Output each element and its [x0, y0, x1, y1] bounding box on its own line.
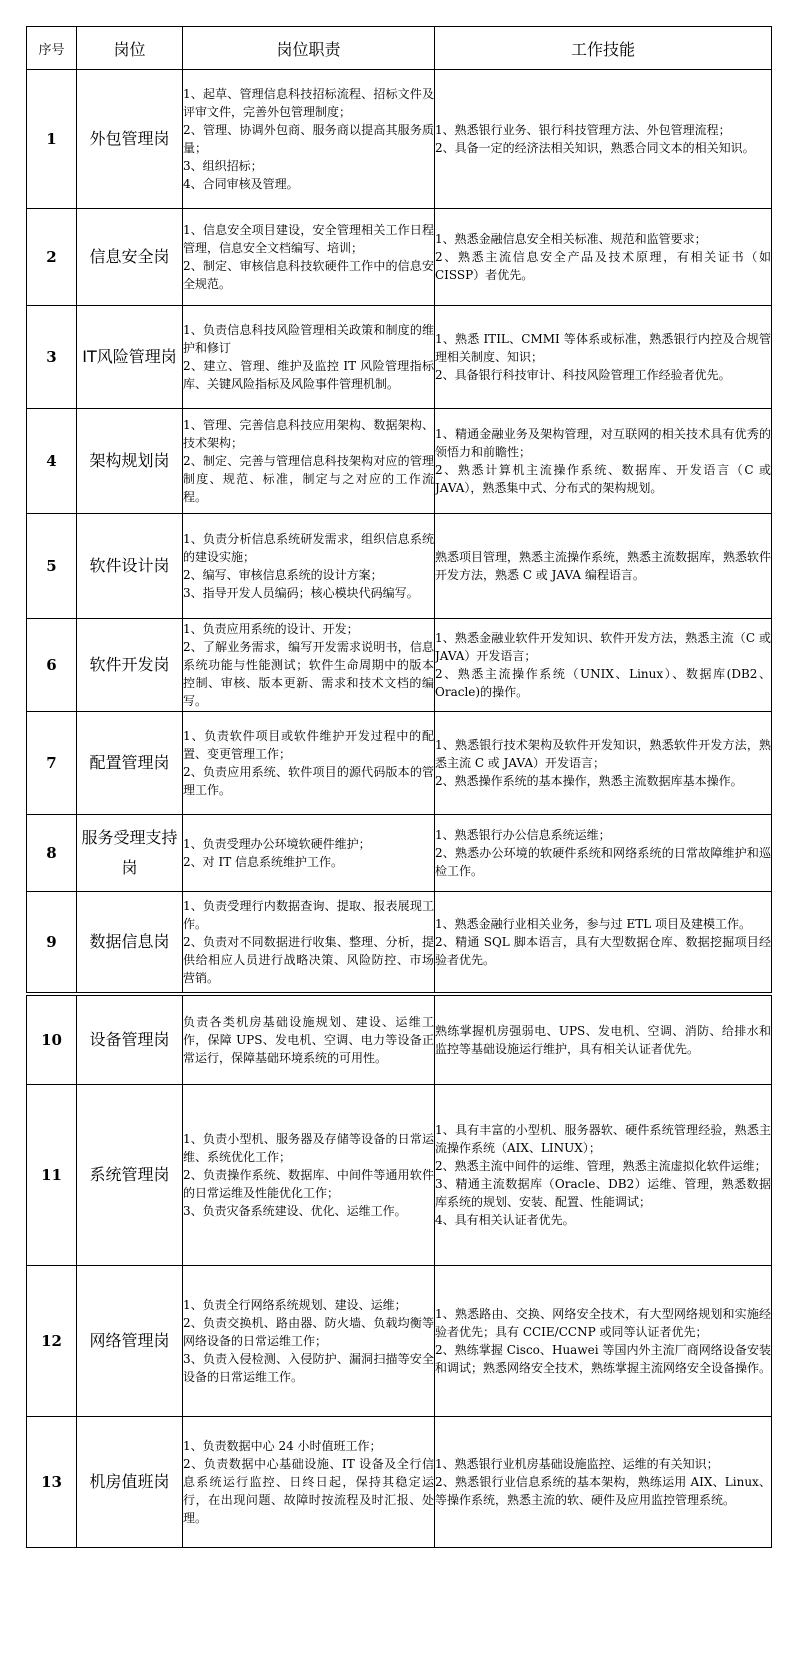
job-duties: [183, 1085, 435, 1266]
table-row: [27, 712, 772, 815]
job-title: 系统管理岗: [77, 1085, 183, 1266]
row-number: 7: [27, 712, 77, 815]
skill-item: 1、精通金融业务及架构管理，对互联网的相关技术具有优秀的领悟力和前瞻性；: [435, 427, 771, 459]
job-title: 设备管理岗: [77, 994, 183, 1085]
duty-item: 2、管理、协调外包商、服务商以提高其服务质量；: [183, 123, 434, 155]
job-duties: [183, 619, 435, 712]
skill-item: 4、具有相关认证者优先。: [435, 1213, 575, 1227]
table-row: [27, 306, 772, 409]
duty-item: 负责各类机房基础设施规划、建设、运维工作，保障 UPS、发电机、空调、电力等设备正常运行，保障基础环境系统的可用性。: [183, 1015, 434, 1065]
job-title: 外包管理岗: [77, 70, 183, 209]
table-row: [27, 619, 772, 712]
job-duties: [183, 70, 435, 209]
duty-item: 1、负责信息科技风险管理相关政策和制度的维护和修订: [183, 323, 434, 355]
skill-item: 2、熟悉办公环境的软硬件系统和网络系统的日常故障维护和巡检工作。: [435, 846, 771, 878]
job-skills: [435, 619, 772, 712]
job-duties: [183, 409, 435, 514]
skill-item: 1、熟悉金融行业相关业务，参与过 ETL 项目及建模工作。: [435, 917, 751, 931]
duty-item: 1、负责受理行内数据查询、提取、报表展现工作。: [183, 899, 434, 931]
job-title: 配置管理岗: [77, 712, 183, 815]
duty-item: 1、负责全行网络系统规划、建设、运维；: [183, 1298, 407, 1312]
duty-item: 3、负责灾备系统建设、优化、运维工作。: [183, 1204, 407, 1218]
table-row: [27, 1417, 772, 1548]
header-title: 岗位: [77, 27, 183, 70]
job-title: 信息安全岗: [77, 209, 183, 306]
row-number: 4: [27, 409, 77, 514]
row-number: 8: [27, 815, 77, 892]
job-title: 机房值班岗: [77, 1417, 183, 1548]
job-duties: [183, 712, 435, 815]
job-skills: [435, 409, 772, 514]
job-skills: [435, 994, 772, 1085]
skill-item: 2、熟悉主流操作系统（UNIX、Linux）、数据库(DB2、Oracle)的操作。: [435, 667, 771, 699]
skill-item: 1、熟悉银行业机房基础设施监控、运维的有关知识；: [435, 1457, 719, 1471]
duty-item: 1、管理、完善信息科技应用架构、数据架构、技术架构；: [183, 418, 434, 450]
skill-item: 1、熟悉银行业务、银行科技管理方法、外包管理流程；: [435, 123, 731, 137]
job-duties: [183, 1417, 435, 1548]
skill-item: 3、精通主流数据库（Oracle、DB2）运维、管理，熟悉数据库系统的规划、安装、配置、性能调试；: [435, 1177, 771, 1209]
duty-item: 1、信息安全项目建设，安全管理相关工作日程管理，信息安全文档编写、培训；: [183, 223, 434, 255]
table-body: [27, 70, 772, 1548]
table-row: [27, 514, 772, 619]
row-number: 12: [27, 1266, 77, 1417]
skill-item: 2、熟悉银行业信息系统的基本架构，熟练运用 AIX、Linux、等操作系统，熟悉主流的软、硬件及应用监控管理系统。: [435, 1475, 771, 1507]
table-row: [27, 994, 772, 1085]
header-no: 序号: [27, 27, 77, 70]
job-duties: [183, 209, 435, 306]
table-row: [27, 409, 772, 514]
table-row: [27, 815, 772, 892]
duty-item: 1、负责应用系统的设计、开发；: [183, 622, 359, 636]
job-duties: [183, 306, 435, 409]
duty-item: 3、负责入侵检测、入侵防护、漏洞扫描等安全设备的日常运维工作。: [183, 1352, 434, 1384]
job-title: 数据信息岗: [77, 892, 183, 995]
row-number: 11: [27, 1085, 77, 1266]
duty-item: 1、负责数据中心 24 小时值班工作；: [183, 1439, 382, 1453]
row-number: 13: [27, 1417, 77, 1548]
duty-item: 3、组织招标；: [183, 159, 263, 173]
table-row: [27, 70, 772, 209]
duty-item: 2、编写、审核信息系统的设计方案；: [183, 568, 383, 582]
skill-item: 2、熟悉主流信息安全产品及技术原理，有相关证书（如 CISSP）者优先。: [435, 250, 771, 282]
job-skills: [435, 712, 772, 815]
job-duties: [183, 815, 435, 892]
job-duties: [183, 1266, 435, 1417]
job-title: 架构规划岗: [77, 409, 183, 514]
duty-item: 2、负责应用系统、软件项目的源代码版本的管理工作。: [183, 765, 434, 797]
job-title: 服务受理支持岗: [77, 815, 183, 892]
skill-item: 2、具备银行科技审计、科技风险管理工作经验者优先。: [435, 368, 731, 382]
skill-item: 1、熟悉 ITIL、CMMI 等体系或标准，熟悉银行内控及合规管理相关制度、知识；: [435, 332, 771, 364]
skill-item: 2、精通 SQL 脚本语言，具有大型数据仓库、数据挖掘项目经验者优先。: [435, 935, 771, 967]
skill-item: 2、熟悉计算机主流操作系统、数据库、开发语言（C 或 JAVA），熟悉集中式、分布式的架构规划。: [435, 463, 771, 495]
skill-item: 1、具有丰富的小型机、服务器软、硬件系统管理经验，熟悉主流操作系统（AIX、LINUX）；: [435, 1123, 771, 1155]
skill-item: 1、熟悉银行办公信息系统运维；: [435, 828, 611, 842]
row-number: 6: [27, 619, 77, 712]
header-duty: 岗位职责: [183, 27, 435, 70]
row-number: 9: [27, 892, 77, 995]
duty-item: 2、负责操作系统、数据库、中间件等通用软件的日常运维及性能优化工作；: [183, 1168, 434, 1200]
job-skills: [435, 1417, 772, 1548]
job-title: IT风险管理岗: [77, 306, 183, 409]
skill-item: 熟练掌握机房强弱电、UPS、发电机、空调、消防、给排水和监控等基础设施运行维护，具有相关认证者优先。: [435, 1024, 771, 1056]
row-number: 1: [27, 70, 77, 209]
job-duties: [183, 994, 435, 1085]
job-table: [26, 26, 772, 1548]
job-skills: [435, 209, 772, 306]
job-skills: [435, 306, 772, 409]
duty-item: 2、负责数据中心基础设施、IT 设备及全行信息系统运行监控、日终日起，保持其稳定运行，在出现问题、故障时按流程及时汇报、处理。: [183, 1457, 434, 1525]
skill-item: 1、熟悉银行技术架构及软件开发知识，熟悉软件开发方法，熟悉主流 C 或 JAVA）开发语言；: [435, 738, 771, 770]
job-title: 软件设计岗: [77, 514, 183, 619]
skill-item: 2、熟悉主流中间件的运维、管理，熟悉主流虚拟化软件运维；: [435, 1159, 767, 1173]
duty-item: 4、合同审核及管理。: [183, 177, 299, 191]
table-row: [27, 892, 772, 995]
job-title: 网络管理岗: [77, 1266, 183, 1417]
row-number: 3: [27, 306, 77, 409]
table-row: [27, 209, 772, 306]
duty-item: 1、负责受理办公环境软硬件维护；: [183, 837, 371, 851]
skill-item: 2、具备一定的经济法相关知识，熟悉合同文本的相关知识。: [435, 141, 755, 155]
skill-item: 熟悉项目管理，熟悉主流操作系统，熟悉主流数据库，熟悉软件开发方法，熟悉 C 或 JAVA 编程语言。: [435, 550, 772, 582]
job-skills: [435, 815, 772, 892]
skill-item: 1、熟悉金融信息安全相关标准、规范和监管要求；: [435, 232, 707, 246]
duty-item: 2、对 IT 信息系统维护工作。: [183, 855, 344, 869]
duty-item: 2、负责交换机、路由器、防火墙、负载均衡等网络设备的日常运维工作；: [183, 1316, 434, 1348]
row-number: 2: [27, 209, 77, 306]
job-skills: [435, 70, 772, 209]
duty-item: 2、负责对不同数据进行收集、整理、分析，提供给相应人员进行战略决策、风险防控、市场营销。: [183, 935, 434, 985]
duty-item: 1、起草、管理信息科技招标流程、招标文件及评审文件，完善外包管理制度；: [183, 87, 434, 119]
skill-item: 1、熟悉路由、交换、网络安全技术，有大型网络规划和实施经验者优先；具有 CCIE/CCNP 或同等认证者优先；: [435, 1307, 771, 1339]
job-skills: [435, 1266, 772, 1417]
header-skill: 工作技能: [435, 27, 772, 70]
table-row: [27, 1085, 772, 1266]
row-number: 10: [27, 994, 77, 1085]
duty-item: 2、建立、管理、维护及监控 IT 风险管理指标库、关键风险指标及风险事件管理机制。: [183, 359, 434, 391]
job-skills: [435, 1085, 772, 1266]
job-title: 软件开发岗: [77, 619, 183, 712]
duty-item: 1、负责软件项目或软件维护开发过程中的配置、变更管理工作；: [183, 729, 434, 761]
table-row: [27, 1266, 772, 1417]
job-duties: [183, 514, 435, 619]
duty-item: 2、制定、完善与管理信息科技架构对应的管理制度、规范、标准，制定与之对应的工作流程。: [183, 454, 434, 504]
duty-item: 3、指导开发人员编码；核心模块代码编写。: [183, 586, 419, 600]
job-duties: [183, 892, 435, 995]
duty-item: 2、了解业务需求，编写开发需求说明书，信息系统功能与性能测试；软件生命周期中的版本控制、审核、版本更新、需求和技术文档的编写。: [183, 640, 434, 708]
duty-item: 1、负责小型机、服务器及存储等设备的日常运维、系统优化工作；: [183, 1132, 434, 1164]
skill-item: 1、熟悉金融业软件开发知识、软件开发方法，熟悉主流（C 或 JAVA）开发语言；: [435, 631, 771, 663]
row-number: 5: [27, 514, 77, 619]
job-skills: [435, 892, 772, 995]
duty-item: 2、制定、审核信息科技软硬件工作中的信息安全规范。: [183, 259, 434, 291]
skill-item: 2、熟悉操作系统的基本操作，熟悉主流数据库基本操作。: [435, 774, 743, 788]
duty-item: 1、负责分析信息系统研发需求，组织信息系统的建设实施；: [183, 532, 434, 564]
skill-item: 2、熟练掌握 Cisco、Huawei 等国内外主流厂商网络设备安装和调试；熟悉网络安全技术，熟练掌握主流网络安全设备操作。: [435, 1343, 772, 1375]
job-skills: [435, 514, 772, 619]
table-header: [27, 27, 772, 70]
